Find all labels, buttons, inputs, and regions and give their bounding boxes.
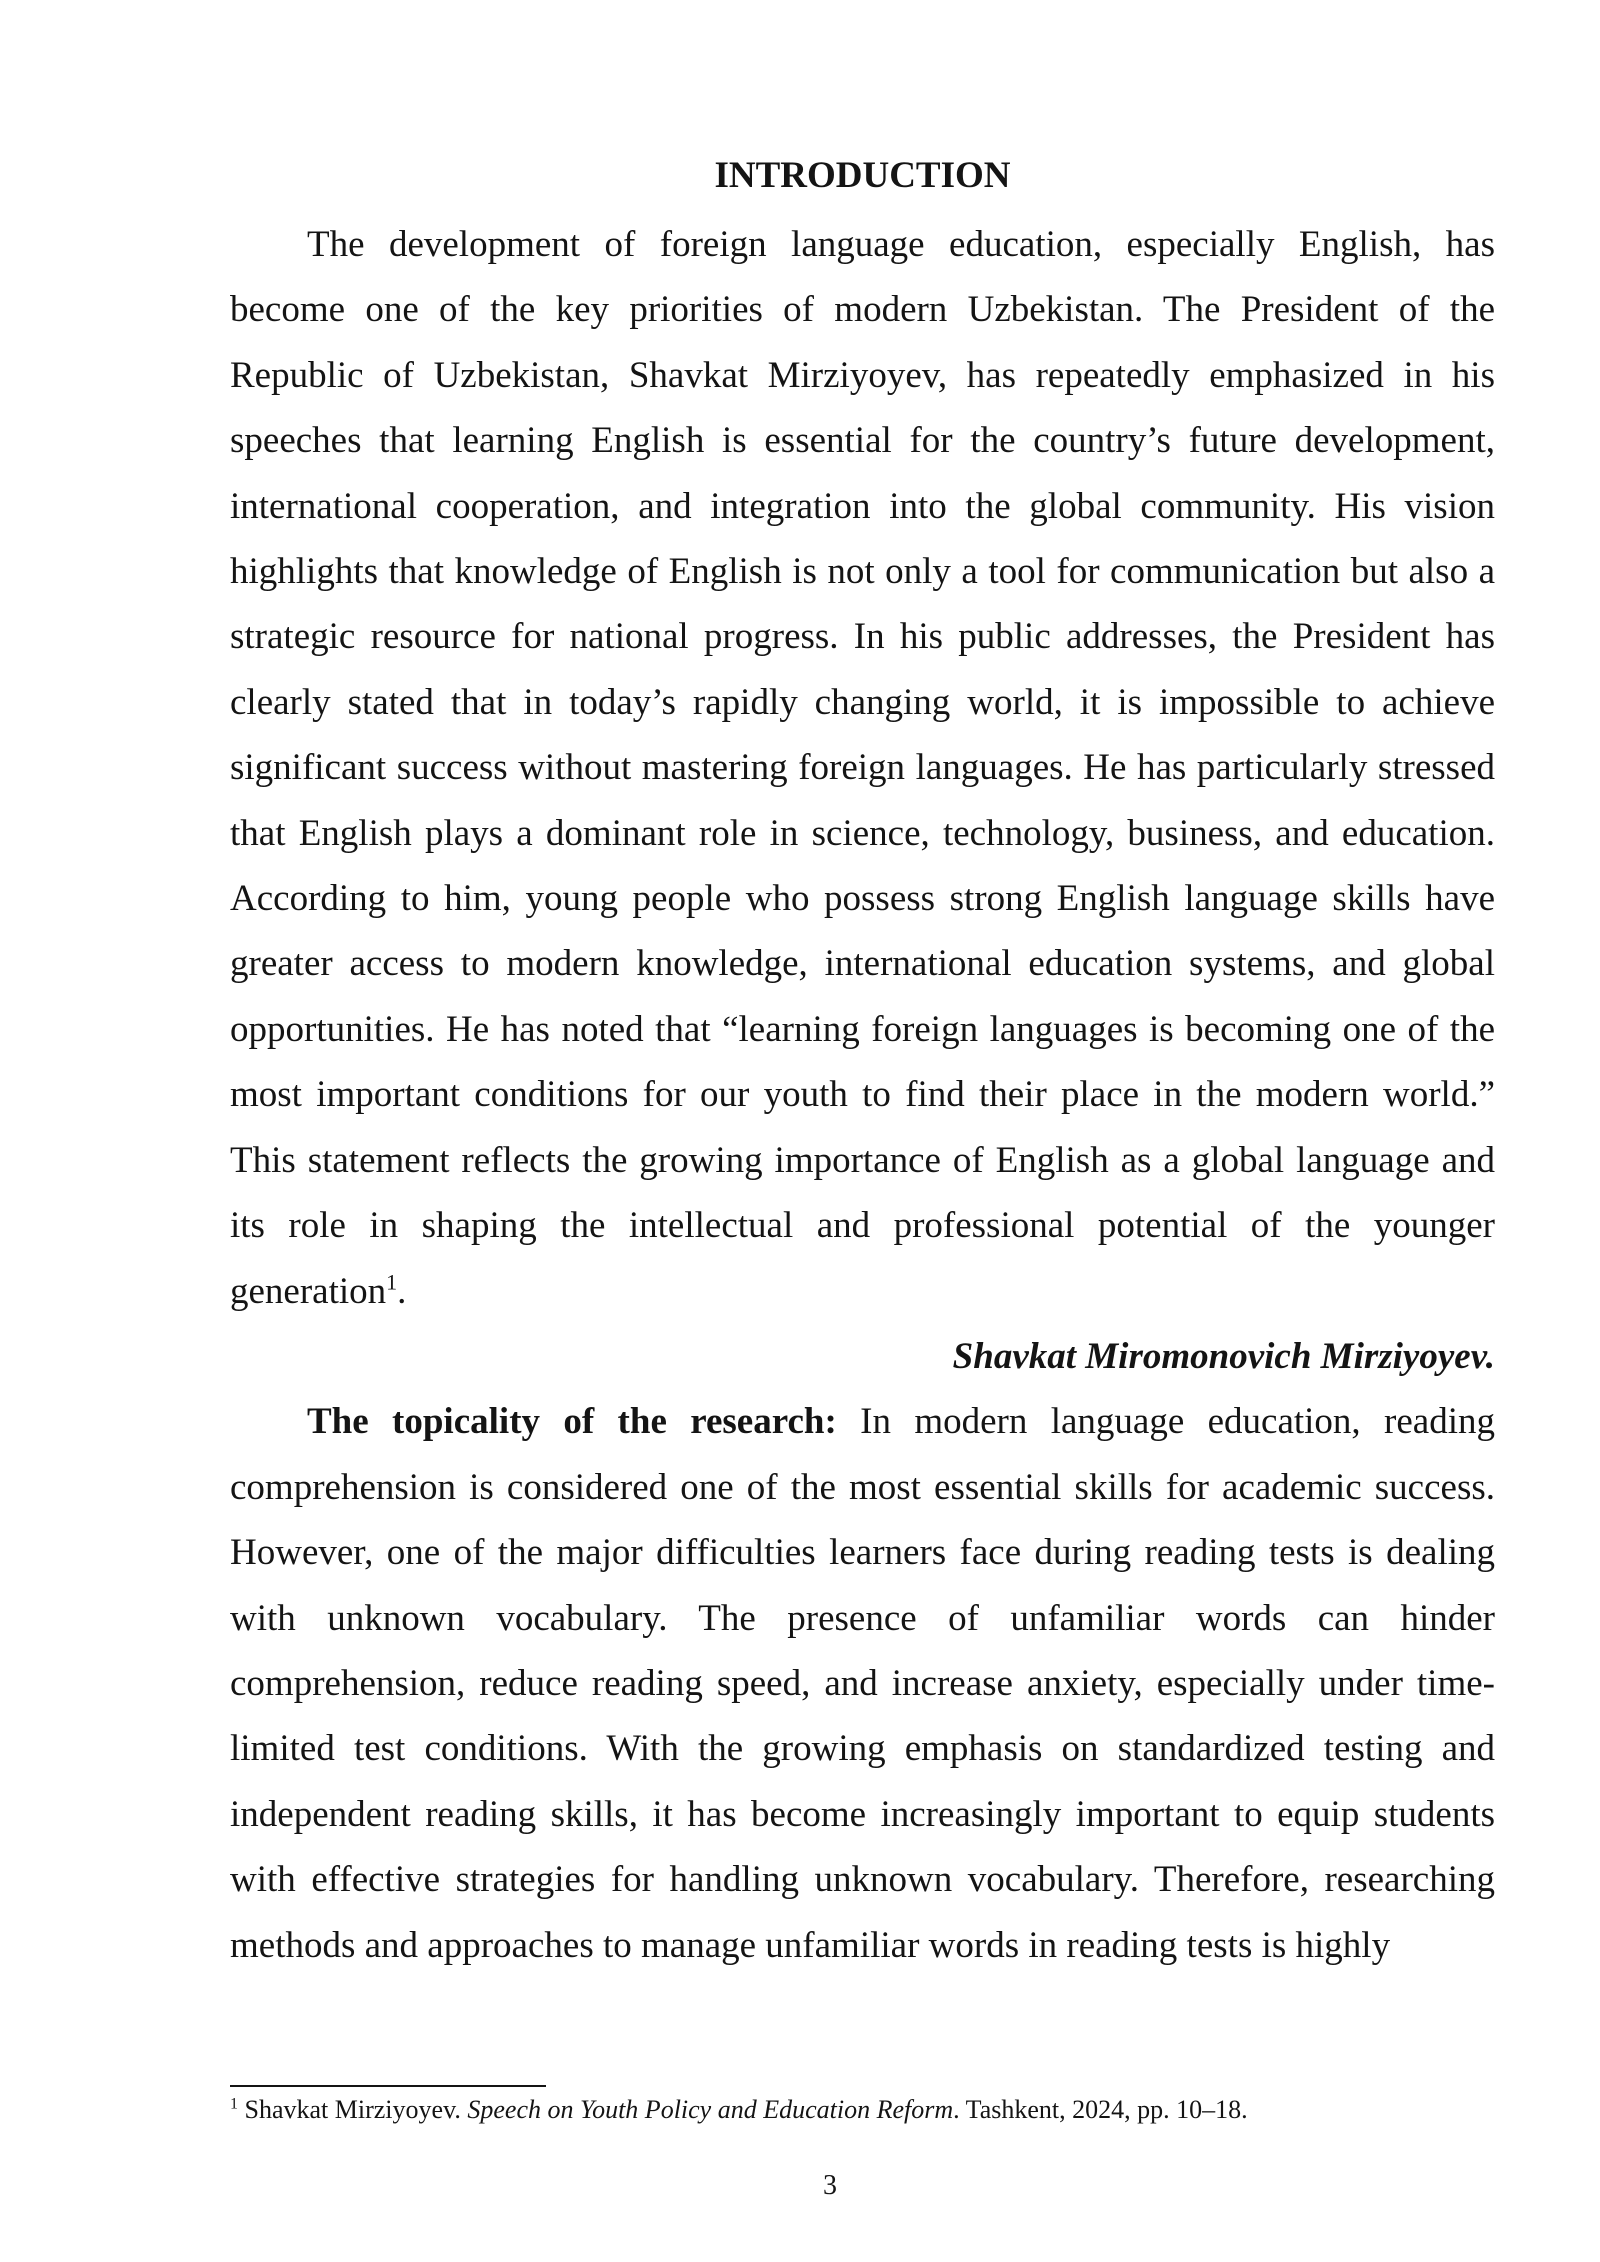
footnote-title: Speech on Youth Policy and Education Reform [467,2095,954,2124]
footnote [230,2092,1495,2128]
section-heading: INTRODUCTION [714,155,1011,196]
page-number: 3 [823,2170,837,2201]
footnote-details: . Tashkent, 2024, pp. 10–18. [953,2095,1248,2124]
topicality-text: In modern language education, reading comprehension is considered one of the most essential skills for academic success. However, one of the major difficulties learners face during reading tests is dealing with unknown vocabulary. The presence of unfamiliar words can hinder comprehension, reduce reading speed, and increase anxiety, especially under time-limited test conditions. With the growing emphasis on standardized testing and independent reading skills, it has become increasingly important to equip students with effective strategies for handling unknown vocabulary. Therefore, researching methods and approaches to manage unfamiliar words in reading tests is highly [230,1401,1495,1966]
signature: Shavkat Miromonovich Mirziyoyev. [952,1335,1495,1377]
topicality-lead: The topicality of the research: [307,1401,837,1443]
topicality-paragraph [230,1389,1495,1978]
footnote-reference[interactable]: 1 [386,1269,398,1295]
intro-paragraph [230,212,1495,1324]
intro-paragraph-text: The development of foreign language education, especially English, has become one of the key priorities of modern Uzbekistan. The President of the Republic of Uzbekistan, Shavkat Mirziyoyev, has repeatedly emphasized in his speeches that learning English is essential for the country’s future development, international cooperation, and integration into the global community. His vision highlights that knowledge of English is not only a tool for communication but also a strategic resource for national progress. In his public addresses, the President has clearly stated that in today’s rapidly changing world, it is impossible to achieve significant success without mastering foreign languages. He has particularly stressed that English plays a dominant role in science, technology, business, and education. According to him, young people who possess strong English language skills have greater access to modern knowledge, international education systems, and global opportunities. He has noted that “learning foreign languages is becoming one of the most important conditions for our youth to find their place in the modern world.” This statement reflects the growing importance of English as a global language and its role in shaping the intellectual and professional potential of the younger generation [230,224,1495,1312]
footnote-number: 1 [230,2095,238,2113]
footnote-divider [230,2085,546,2087]
main-content [230,148,1495,1978]
footnote-author: Shavkat Mirziyoyev. [238,2095,468,2124]
intro-paragraph-ending: . [397,1270,407,1312]
